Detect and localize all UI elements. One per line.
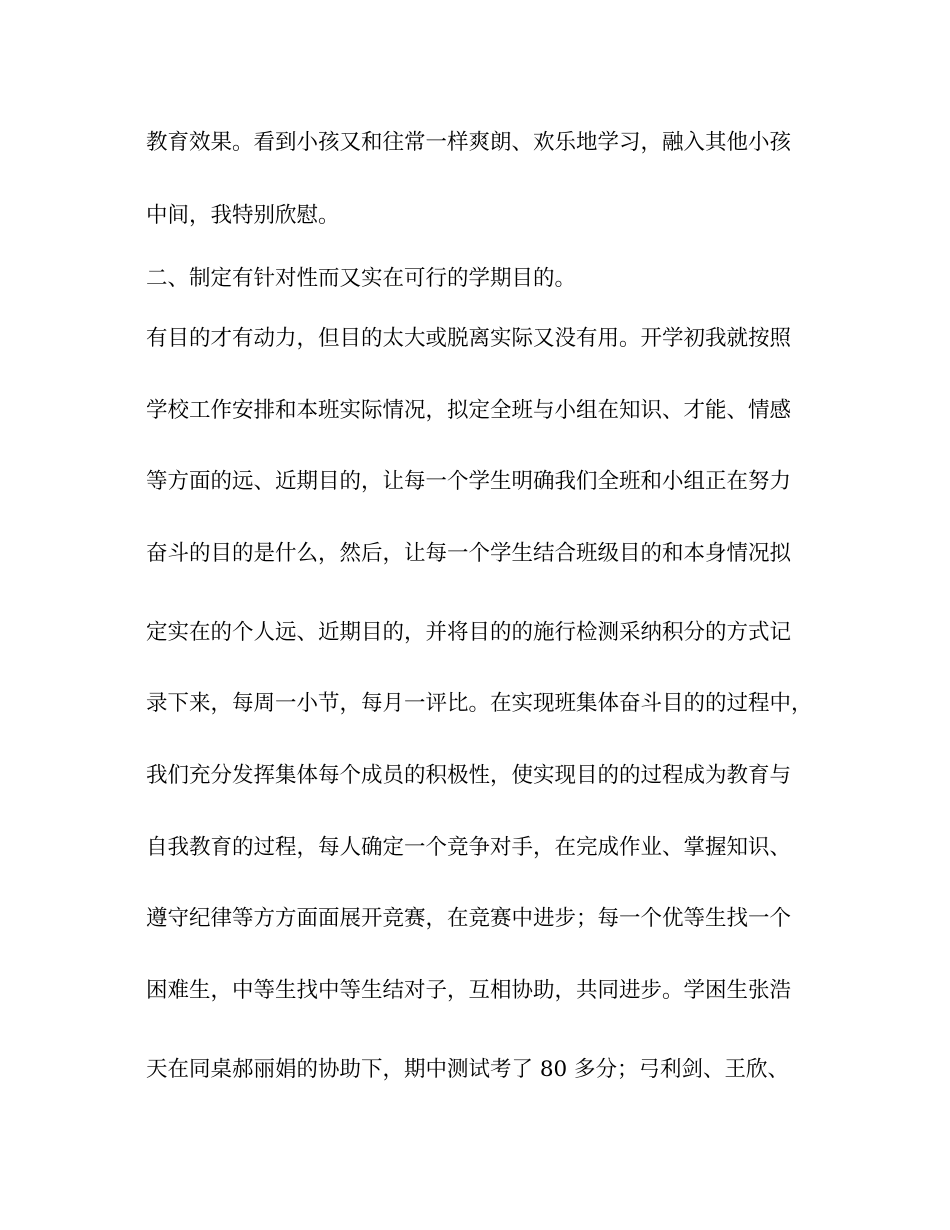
text-line: 困难生，中等生找中等生结对子，互相协助，共同进步。学困生张浩 [146,978,792,1003]
text-line: 天在同桌郝丽娟的协助下，期中测试考了 80 多分；弓利剑、王欣、 [146,1057,790,1082]
text-line: 学校工作安排和本班实际情况，拟定全班与小组在知识、才能、情感 [146,398,792,423]
text-line: 我们充分发挥集体每个成员的积极性，使实现目的的过程成为教育与 [146,763,792,788]
text-line: 遵守纪律等方方面面展开竞赛，在竞赛中进步；每一个优等生找一个 [146,906,792,931]
text-line: 自我教育的过程，每人确定一个竞争对手，在完成作业、掌握知识、 [146,835,792,860]
section-heading: 二、制定有针对性而又实在可行的学期目的。 [146,266,577,291]
text-line: 教育效果。看到小孩又和往常一样爽朗、欢乐地学习，融入其他小孩 [146,130,792,155]
text-line: 等方面的远、近期目的，让每一个学生明确我们全班和小组正在努力 [146,469,792,494]
text-line: 定实在的个人远、近期目的，并将目的的施行检测采纳积分的方式记 [146,620,792,645]
text-line: 中间，我特别欣慰。 [146,203,340,228]
text-line: 有目的才有动力，但目的太大或脱离实际又没有用。开学初我就按照 [146,326,792,351]
text-line: 奋斗的目的是什么，然后，让每一个学生结合班级目的和本身情况拟 [146,541,792,566]
text-line: 录下来，每周一小节，每月一评比。在实现班集体奋斗目的的过程中， [146,691,813,716]
